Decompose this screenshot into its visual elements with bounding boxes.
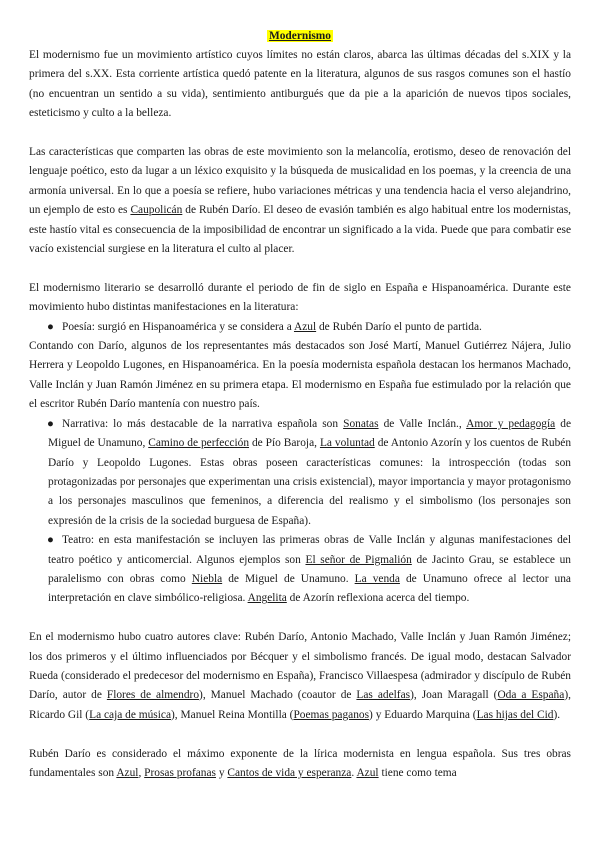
work-link-niebla: Niebla bbox=[191, 572, 223, 585]
bullet-icon: ● bbox=[47, 417, 54, 430]
work-link-las-adelfas: Las adelfas bbox=[356, 689, 411, 702]
paragraph-gap bbox=[29, 124, 571, 143]
paragraph-gap bbox=[29, 725, 571, 744]
work-link-flores-de-almendro: Flores de almendro bbox=[106, 689, 200, 702]
paragraph-gap bbox=[29, 609, 571, 628]
bullet-icon: ● bbox=[47, 534, 54, 547]
paragraph-manifestations: El modernismo literario se desarrolló durante el periodo de fin de siglo en España e Hispanoamérica. Durante este movimiento hubo distintas manifestaciones en la literatura: bbox=[29, 281, 571, 314]
work-link-azul: Azul bbox=[293, 320, 317, 333]
paragraph-key-authors: En el modernismo hubo cuatro autores clave: Rubén Darío, Antonio Machado, Valle Inclán y Juan Ramón Jiménez; los dos primeros y el último influenciados por Bécquer y el simbolismo francés. De igual modo, destacan Salvador Rueda (considerado el predecesor del modernismo en España), Francisco Villaespesa (admirador y discípulo de Rubén Darío, autor de Flores de almendro), Manuel Machado (coautor de Las adelfas), Joan Maragall (Oda a España), Ricardo Gil (La caja de música), Manuel Reina Montilla (Poemas paganos) y Eduardo Marquina (Las hijas del Cid). bbox=[29, 631, 571, 721]
work-link-cantos-de-vida-y-esperanza: Cantos de vida y esperanza bbox=[227, 766, 352, 779]
work-link-prosas-profanas: Prosas profanas bbox=[144, 766, 216, 779]
work-link-azul: Azul bbox=[356, 766, 379, 779]
title-row bbox=[29, 27, 571, 46]
work-link-caupolican: Caupolicán bbox=[130, 204, 183, 217]
paragraph-characteristics: Las características que comparten las obras de este movimiento son la melancolía, erotismo, deseo de renovación del lenguaje poético, esto da lugar a un léxico exquisito y la búsqueda de musicalidad en los poemas, y la creencia de una armonía universal. En lo que a poesía se refiere, hubo variaciones métricas y una tendencia hacia el verso alejandrino, un ejemplo de esto es Caupolicán de Rubén Darío. El deseo de evasión también es algo habitual entre los modernistas, este hastío vital es consecuencia de la imposibilidad de encontrar un significado a la vida. Puede que para combatir ese vacío existencial surgiese en la literatura el culto al placer. bbox=[29, 146, 571, 256]
work-link-la-venda: La venda bbox=[354, 572, 400, 585]
work-link-camino-de-perfeccion: Camino de perfección bbox=[148, 437, 250, 450]
work-link-la-voluntad: La voluntad bbox=[319, 437, 375, 450]
work-link-el-senor-de-pigmalion: El señor de Pigmalión bbox=[305, 553, 412, 566]
paragraph-intro: El modernismo fue un movimiento artístico cuyos límites no están claros, abarca las últimas décadas del s.XIX y la primera del s.XX. Esta corriente artística quedó patente en la literatura, algunos de sus rasgos comunes son el hastío (no encuentran un sentido a su vida), sentimiento antiburgués que da pie a la aparición de nuevos tipos sociales, esteticismo y culto a la belleza. bbox=[29, 49, 571, 120]
work-link-las-hijas-del-cid: Las hijas del Cid bbox=[476, 708, 554, 721]
work-link-amor-y-pedagogia: Amor y pedagogía bbox=[466, 417, 556, 430]
work-link-sonatas: Sonatas bbox=[343, 417, 379, 430]
bullet-poesia: ● Poesía: surgió en Hispanoamérica y se considera a Azul de Rubén Darío el punto de partida. bbox=[29, 318, 571, 337]
paragraph-gap bbox=[29, 259, 571, 278]
paragraph-ruben-dario: Rubén Darío es considerado el máximo exponente de la lírica modernista en lengua española. Sus tres obras fundamentales son Azul, Prosas profanas y Cantos de vida y esperanza. Azul tiene como tema bbox=[29, 747, 571, 779]
work-link-poemas-paganos: Poemas paganos bbox=[293, 708, 370, 721]
work-link-oda-a-espana: Oda a España bbox=[497, 689, 565, 702]
work-link-angelita: Angelita bbox=[247, 592, 287, 605]
poesia-continuation: Contando con Darío, algunos de los representantes más destacados son José Martí, Manuel Gutiérrez Nájera, Julio Herrera y Leopoldo Lugones, en Hispanoamérica. En la poesía modernista española destacan los hermanos Machado, Valle Inclán y Juan Ramón Jiménez en su primera etapa. El modernismo en España fue estimulado por la relación que el escritor Rubén Darío mantenía con nuestro país. bbox=[29, 340, 571, 411]
bullet-icon: ● bbox=[47, 320, 54, 333]
bullet-teatro: ● Teatro: en esta manifestación se incluyen las primeras obras de Valle Inclán y algunas manifestaciones del teatro poético y anticomercial. Algunos ejemplos son El señor de Pigmalión de Jacinto Grau, se establece un paralelismo con obras como Niebla de Miguel de Unamuno. La venda de Unamuno ofrece al lector una interpretación en clave simbólico-religiosa. Angelita de Azorín reflexiona acerca del tiempo. bbox=[29, 531, 571, 609]
work-link-azul: Azul bbox=[116, 766, 139, 779]
page-title: Modernismo bbox=[268, 30, 331, 42]
bullet-narrativa: ● Narrativa: lo más destacable de la narrativa española son Sonatas de Valle Inclán., Amor y pedagogía de Miguel de Unamuno, Camino de perfección de Pío Baroja, La voluntad de Antonio Azorín y los cuentos de Rubén Darío y Leopoldo Lugones. Estas obras poseen características comunes: la introspección (todas son protagonizadas por personajes que experimentan una crisis existencial), mayor importancia y mayor protagonismo a los personajes masculinos que femeninos, a diferencia del realismo y el simbolismo (los personajes son expresión de la crisis de la sociedad burguesa de España). bbox=[29, 415, 571, 531]
work-link-la-caja-de-musica: La caja de música bbox=[89, 708, 172, 721]
